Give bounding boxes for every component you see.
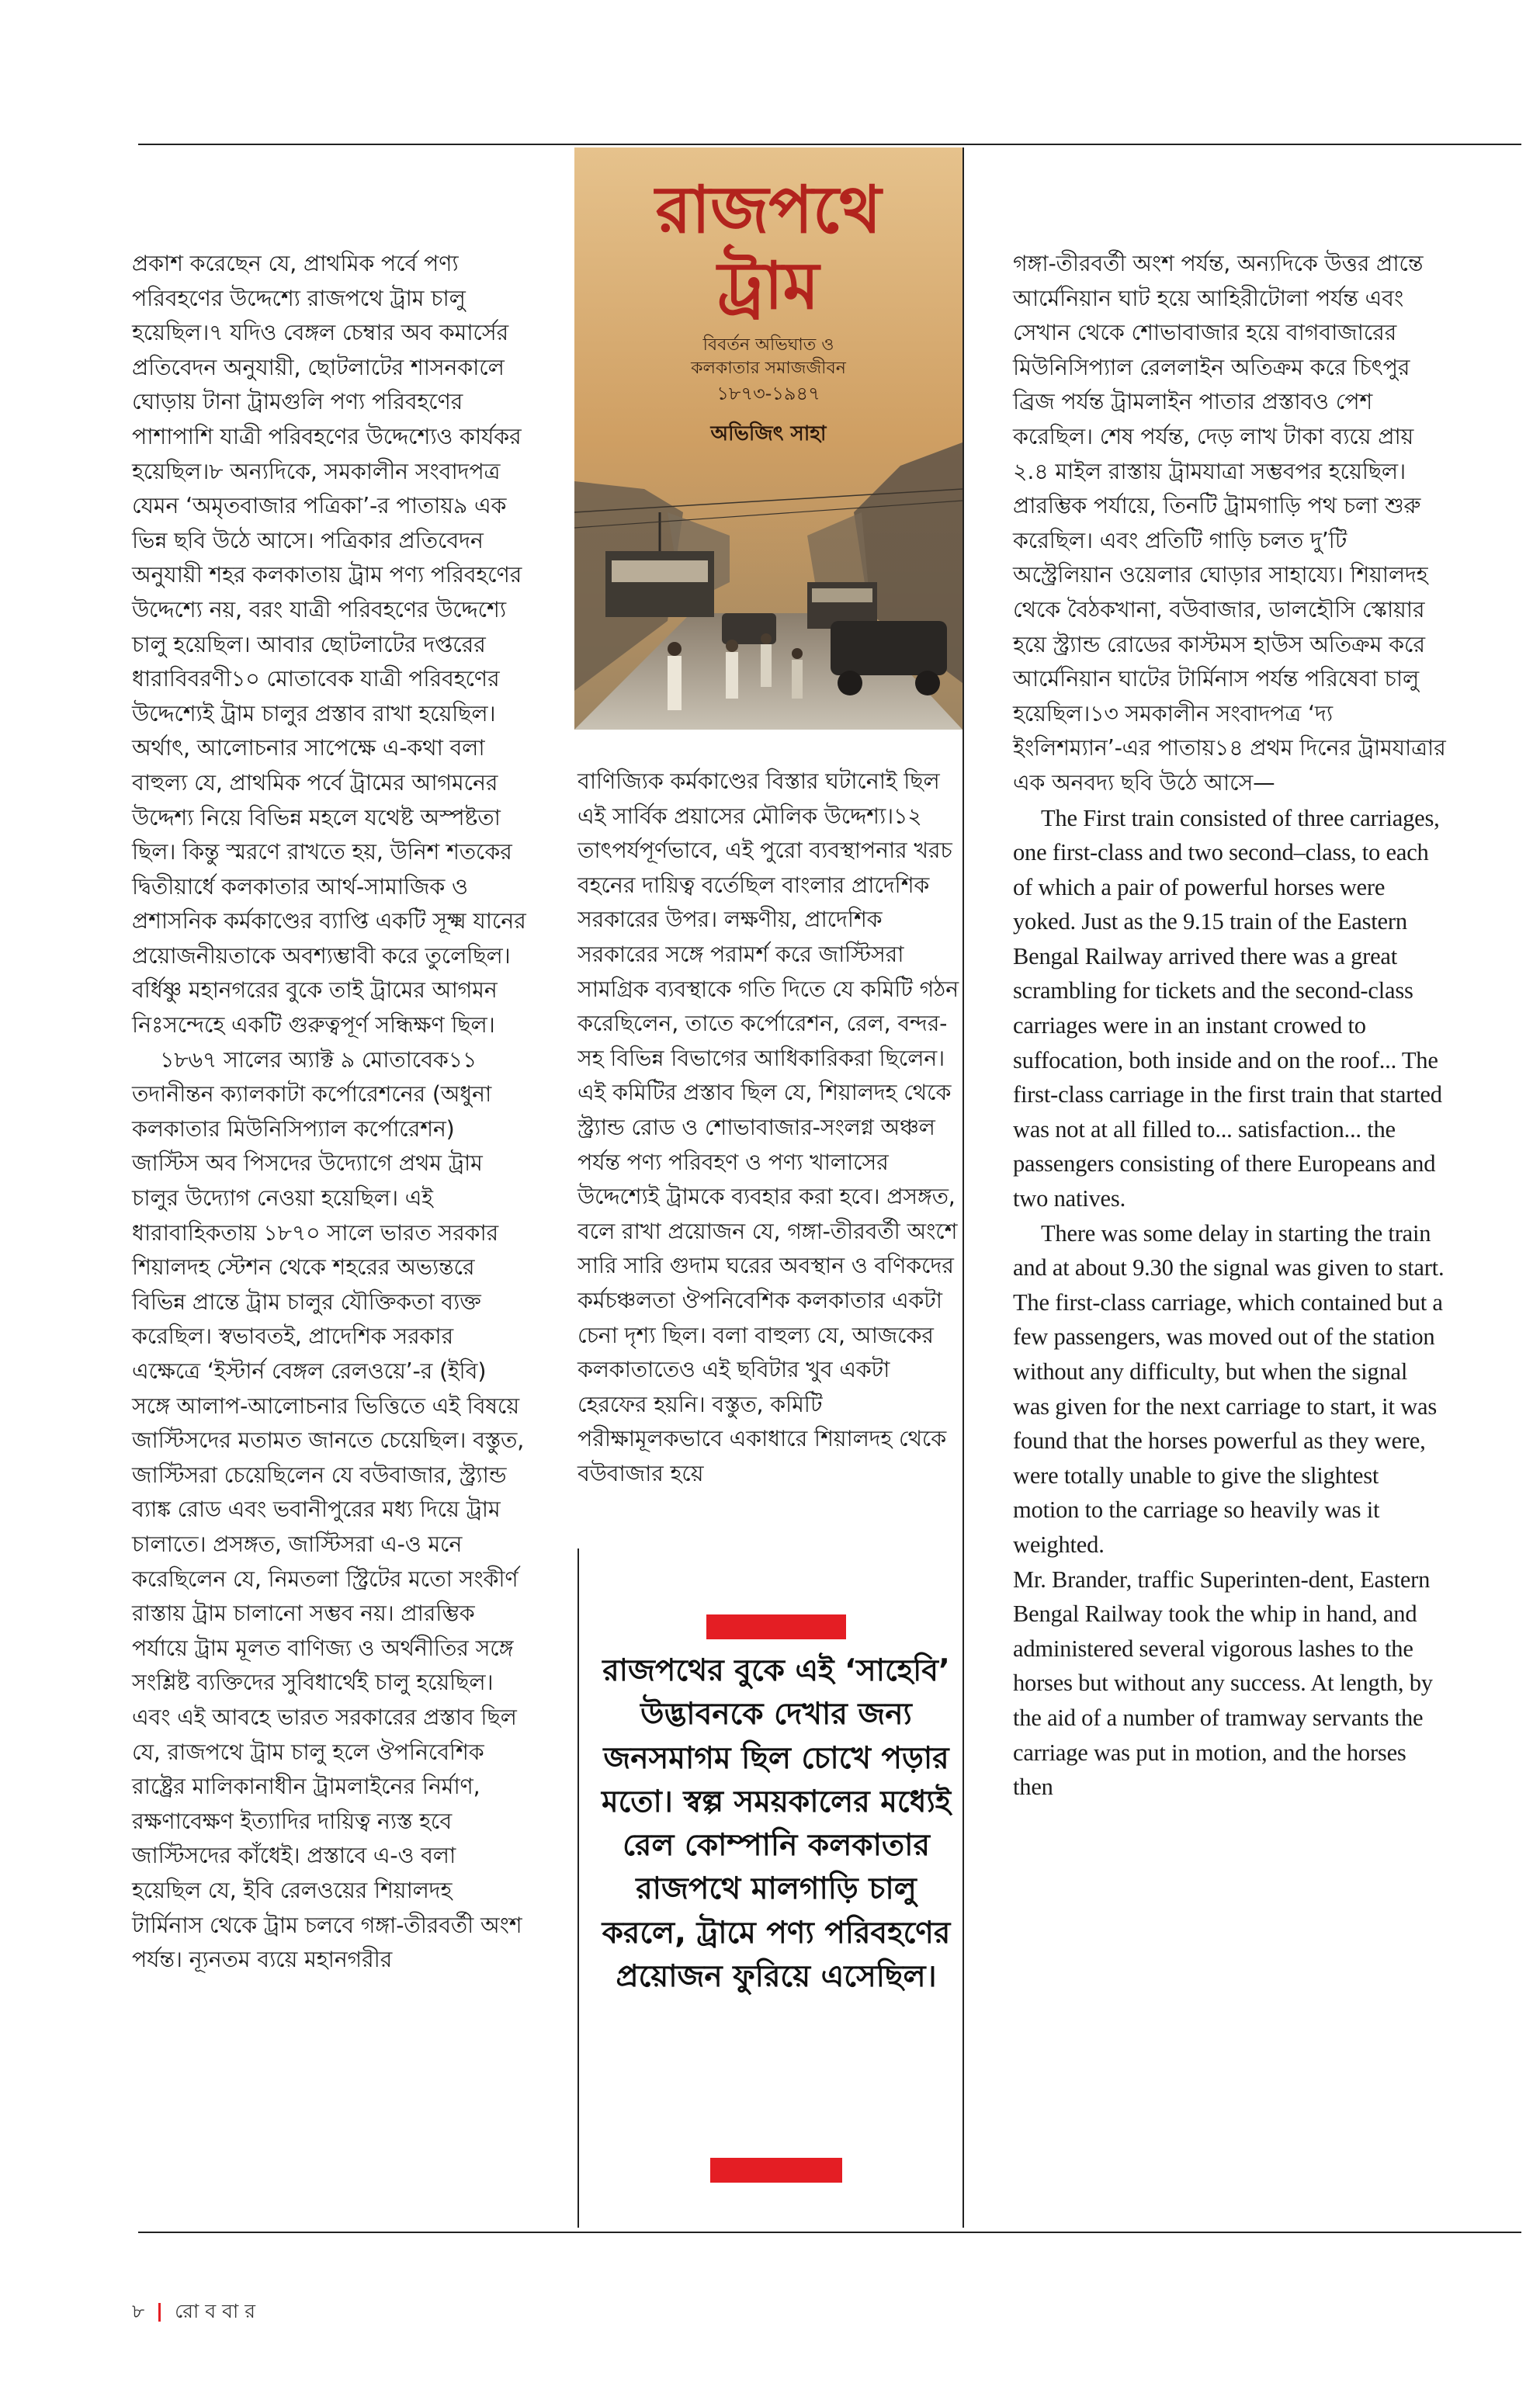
cover-years: ১৮৭৩-১৯৪৭ bbox=[716, 383, 820, 404]
column-right bbox=[1013, 247, 1448, 1805]
paragraph: গঙ্গা-তীরবর্তী অংশ পর্যন্ত, অন্যদিকে উত্তর প্রান্তে আর্মেনিয়ান ঘাট হয়ে আহিরীটোলা পর্যন্ত এবং সেখান থেকে শোভাবাজার হয়ে বাগবাজারের মিউনিসিপ্যাল রেললাইন অতিক্রম করে চিৎপুর ব্রিজ পর্যন্ত ট্রামলাইন পাতার প্রস্তাবও পেশ করেছিল। শেষ পর্যন্ত, দেড় লাখ টাকা ব্যয়ে প্রায় ২.৪ মাইল রাস্তায় ট্রামযাত্রা সম্ভবপর হয়েছিল। প্রারম্ভিক পর্যায়ে, তিনটি ট্রামগাড়ি পথ চলা শুরু করেছিল। এবং প্রতিটি গাড়ি চলত দু’টি অস্ট্রেলিয়ান ওয়েলার ঘোড়ার সাহায্যে। শিয়ালদহ থেকে বৈঠকখানা, বউবাজার, ডালহৌসি স্কোয়ার হয়ে স্ট্র্যান্ড রোডের কাস্টমস হাউস অতিক্রম করে আর্মেনিয়ান ঘাটের টার্মিনাস পর্যন্ত পরিষেবা চালু হয়েছিল।১৩ সমকালীন সংবাদপত্র ‘দ্য ইংলিশম্যান’-এর পাতায়১৪ প্রথম দিনের ট্রামযাত্রার এক অনবদ্য ছবি উঠে আসে— bbox=[1013, 251, 1446, 796]
column-middle bbox=[578, 765, 966, 1491]
cover-subtitle-line-1: বিবর্তন অভিঘাত ও bbox=[702, 335, 834, 355]
paragraph: ১৮৬৭ সালের অ্যাক্ট ৯ মোতাবেক১১ তদানীন্তন ক্যালকাটা কর্পোরেশনের (অধুনা কলকাতার মিউনিসিপ্যাল কর্পোরেশন) জাস্টিস অব পিসদের উদ্যোগে প্রথম ট্রাম চালুর উদ্যোগ নেওয়া হয়েছিল। এই ধারাবাহিকতায় ১৮৭০ সালে ভারত সরকার শিয়ালদহ স্টেশন থেকে শহরের অভ্যন্তরে বিভিন্ন প্রান্তে ট্রাম চালুর যৌক্তিকতা ব্যক্ত করেছিল। স্বভাবতই, প্রাদেশিক সরকার এক্ষেত্রে ‘ইস্টার্ন বেঙ্গল রেলওয়ে’-র (ইবি) সঙ্গে আলাপ-আলোচনার ভিত্তিতে এই বিষয়ে জাস্টিসদের মতামত জানতে চেয়েছিল। বস্তুত, জাস্টিসরা চেয়েছিলেন যে বউবাজার, স্ট্র্যান্ড ব্যাঙ্ক রোড এবং ভবানীপুরের মধ্য দিয়ে ট্রাম চালাতে। প্রসঙ্গত, জাস্টিসরা এ-ও মনে করেছিলেন যে, নিমতলা স্ট্রিটের মতো সংকীর্ণ রাস্তায় ট্রাম চালানো সম্ভব নয়। প্রারম্ভিক পর্যায়ে ট্রাম মূলত বাণিজ্য ও অর্থনীতির সঙ্গে সংশ্লিষ্ট ব্যক্তিদের সুবিধার্থেই চালু হয়েছিল। এবং এই আবহে ভারত সরকারের প্রস্তাব ছিল যে, রাজপথে ট্রাম চালু হলে ঔপনিবেশিক রাষ্ট্রের মালিকানাধীন ট্রামলাইনের নির্মাণ, রক্ষণাবেক্ষণ ইত্যাদির দায়িত্ব ন্যস্ত হবে জাস্টিসদের কাঁধেই। প্রস্তাবে এ-ও বলা হয়েছিল যে, ইবি রেলওয়ের শিয়ালদহ টার্মিনাস থেকে ট্রাম চলবে গঙ্গা-তীরবর্তী অংশ পর্যন্ত। ন্যূনতম ব্যয়ে মহানগরীর bbox=[132, 1046, 525, 1973]
column-divider bbox=[962, 147, 964, 2228]
pull-quote-text: রাজপথের বুকে এই ‘সাহেবি’ উদ্ভাবনকে দেখার জন্য জনসমাগম ছিল চোখে পড়ার মতো। স্বল্প সময়কালের মধ্যেই রেল কোম্পানি কলকাতার রাজপথে মালগাড়ি চালু করলে, ট্রামে পণ্য পরিবহণের প্রয়োজন ফুরিয়ে এসেছিল। bbox=[601, 1653, 952, 1995]
bottom-rule bbox=[138, 2232, 1521, 2233]
cover-author: অভিজিৎ সাহা bbox=[710, 422, 827, 446]
pull-quote bbox=[598, 1649, 955, 1999]
column-divider bbox=[578, 1549, 579, 2228]
book-cover-image bbox=[574, 147, 962, 730]
publication-name: রো ব বা র bbox=[175, 2300, 255, 2322]
paragraph-english: Mr. Brander, traffic Superinten-dent, Eastern Bengal Railway took the whip in hand, and administered several vigorous lashes to the horses but without any success. At length, by the aid of a number of tramway servants the carriage was put in motion, and the horses then bbox=[1013, 1566, 1433, 1801]
top-rule bbox=[138, 144, 1521, 145]
paragraph-english: The First train consisted of three carriages, one first-class and two second–class, to each of which a pair of powerful horses were yoked. Just as the 9.15 train of the Eastern Bengal Railway arrived there was a great scrambling for tickets and the second-class carriages were in an instant crowed to suffocation, both inside and on the roof... The first-class carriage in the first train that started was not at all filled to... satisfaction... the passengers consisting of there Europeans and two natives. bbox=[1013, 804, 1442, 1212]
paragraph: বাণিজ্যিক কর্মকাণ্ডের বিস্তার ঘটানোই ছিল এই সার্বিক প্রয়াসের মৌলিক উদ্দেশ্য।১২ তাৎপর্যপূর্ণভাবে, এই পুরো ব্যবস্থাপনার খরচ বহনের দায়িত্ব বর্তেছিল বাংলার প্রাদেশিক সরকারের উপর। লক্ষণীয়, প্রাদেশিক সরকারের সঙ্গে পরামর্শ করে জাস্টিসরা সামগ্রিক ব্যবস্থাকে গতি দিতে যে কমিটি গঠন করেছিলেন, তাতে কর্পোরেশন, রেল, বন্দর-সহ বিভিন্ন বিভাগের আধিকারিকরা ছিলেন। এই কমিটির প্রস্তাব ছিল যে, শিয়ালদহ থেকে স্ট্র্যান্ড রোড ও শোভাবাজার-সংলগ্ন অঞ্চল পর্যন্ত পণ্য পরিবহণ ও পণ্য খালাসের উদ্দেশ্যেই ট্রামকে ব্যবহার করা হবে। প্রসঙ্গত, বলে রাখা প্রয়োজন যে, গঙ্গা-তীরবর্তী অংশে সারি সারি গুদাম ঘরের অবস্থান ও বণিকদের কর্মচঞ্চলতা ঔপনিবেশিক কলকাতার একটা চেনা দৃশ্য ছিল। বলা বাহুল্য যে, আজকের কলকাতাতেও এই ছবিটার খুব একটা হেরফের হয়নি। বস্তুত, কমিটি পরীক্ষামূলকভাবে একাধারে শিয়ালদহ থেকে বউবাজার হয়ে bbox=[578, 768, 959, 1486]
paragraph-english: There was some delay in starting the train and at about 9.30 the signal was given to start. The first-class carriage, which contained but a few passengers, was moved out of the station without any difficulty, but when the signal was given for the next carriage to start, it was found that the horses powerful as they were, were totally unable to give the slightest motion to the carriage so heavily was it weighted. bbox=[1013, 1219, 1445, 1558]
page-footer bbox=[132, 2296, 255, 2329]
cover-title-line-1: রাজপথে bbox=[655, 171, 882, 248]
cover-subtitle-line-2: কলকাতার সমাজজীবন bbox=[691, 359, 846, 378]
column-left bbox=[132, 247, 526, 1978]
pull-quote-bottom-bar bbox=[710, 2158, 842, 2183]
pull-quote-top-bar bbox=[706, 1614, 846, 1639]
paragraph: প্রকাশ করেছেন যে, প্রাথমিক পর্বে পণ্য পরিবহণের উদ্দেশ্যে রাজপথে ট্রাম চালু হয়েছিল।৭ যদিও বেঙ্গল চেম্বার অব কমার্সের প্রতিবেদন অনুযায়ী, ছোটলাটের শাসনকালে ঘোড়ায় টানা ট্রামগুলি পণ্য পরিবহণের পাশাপাশি যাত্রী পরিবহণের উদ্দেশ্যেও কার্যকর হয়েছিল।৮ অন্যদিকে, সমকালীন সংবাদপত্র যেমন ‘অমৃতবাজার পত্রিকা’-র পাতায়৯ এক ভিন্ন ছবি উঠে আসে। পত্রিকার প্রতিবেদন অনুযায়ী শহর কলকাতায় ট্রাম পণ্য পরিবহণের উদ্দেশ্যে নয়, বরং যাত্রী পরিবহণের উদ্দেশ্যে চালু হয়েছিল। আবার ছোটলাটের দপ্তরের ধারাবিবরণী১০ মোতাবেক যাত্রী পরিবহণের উদ্দেশ্যেই ট্রাম চালুর প্রস্তাব রাখা হয়েছিল। অর্থাৎ, আলোচনার সাপেক্ষে এ-কথা বলা বাহুল্য যে, প্রাথমিক পর্বে ট্রামের আগমনের উদ্দেশ্য নিয়ে বিভিন্ন মহলে যথেষ্ট অস্পষ্টতা ছিল। কিন্তু স্মরণে রাখতে হয়, উনিশ শতকের দ্বিতীয়ার্ধে কলকাতার আর্থ-সামাজিক ও প্রশাসনিক কর্মকাণ্ডের ব্যাপ্তি একটি সূক্ষ্ম যানের প্রয়োজনীয়তাকে অবশ্যম্ভাবী করে তুলেছিল। বর্ধিষ্ণু মহানগরের বুকে তাই ট্রামের আগমন নিঃসন্দেহে একটি গুরুত্বপূর্ণ সন্ধিক্ষণ ছিল। bbox=[132, 251, 526, 1039]
cover-title-line-2: ট্রাম bbox=[717, 247, 820, 324]
page-number: ৮ bbox=[132, 2300, 145, 2322]
footer-separator bbox=[158, 2303, 161, 2322]
